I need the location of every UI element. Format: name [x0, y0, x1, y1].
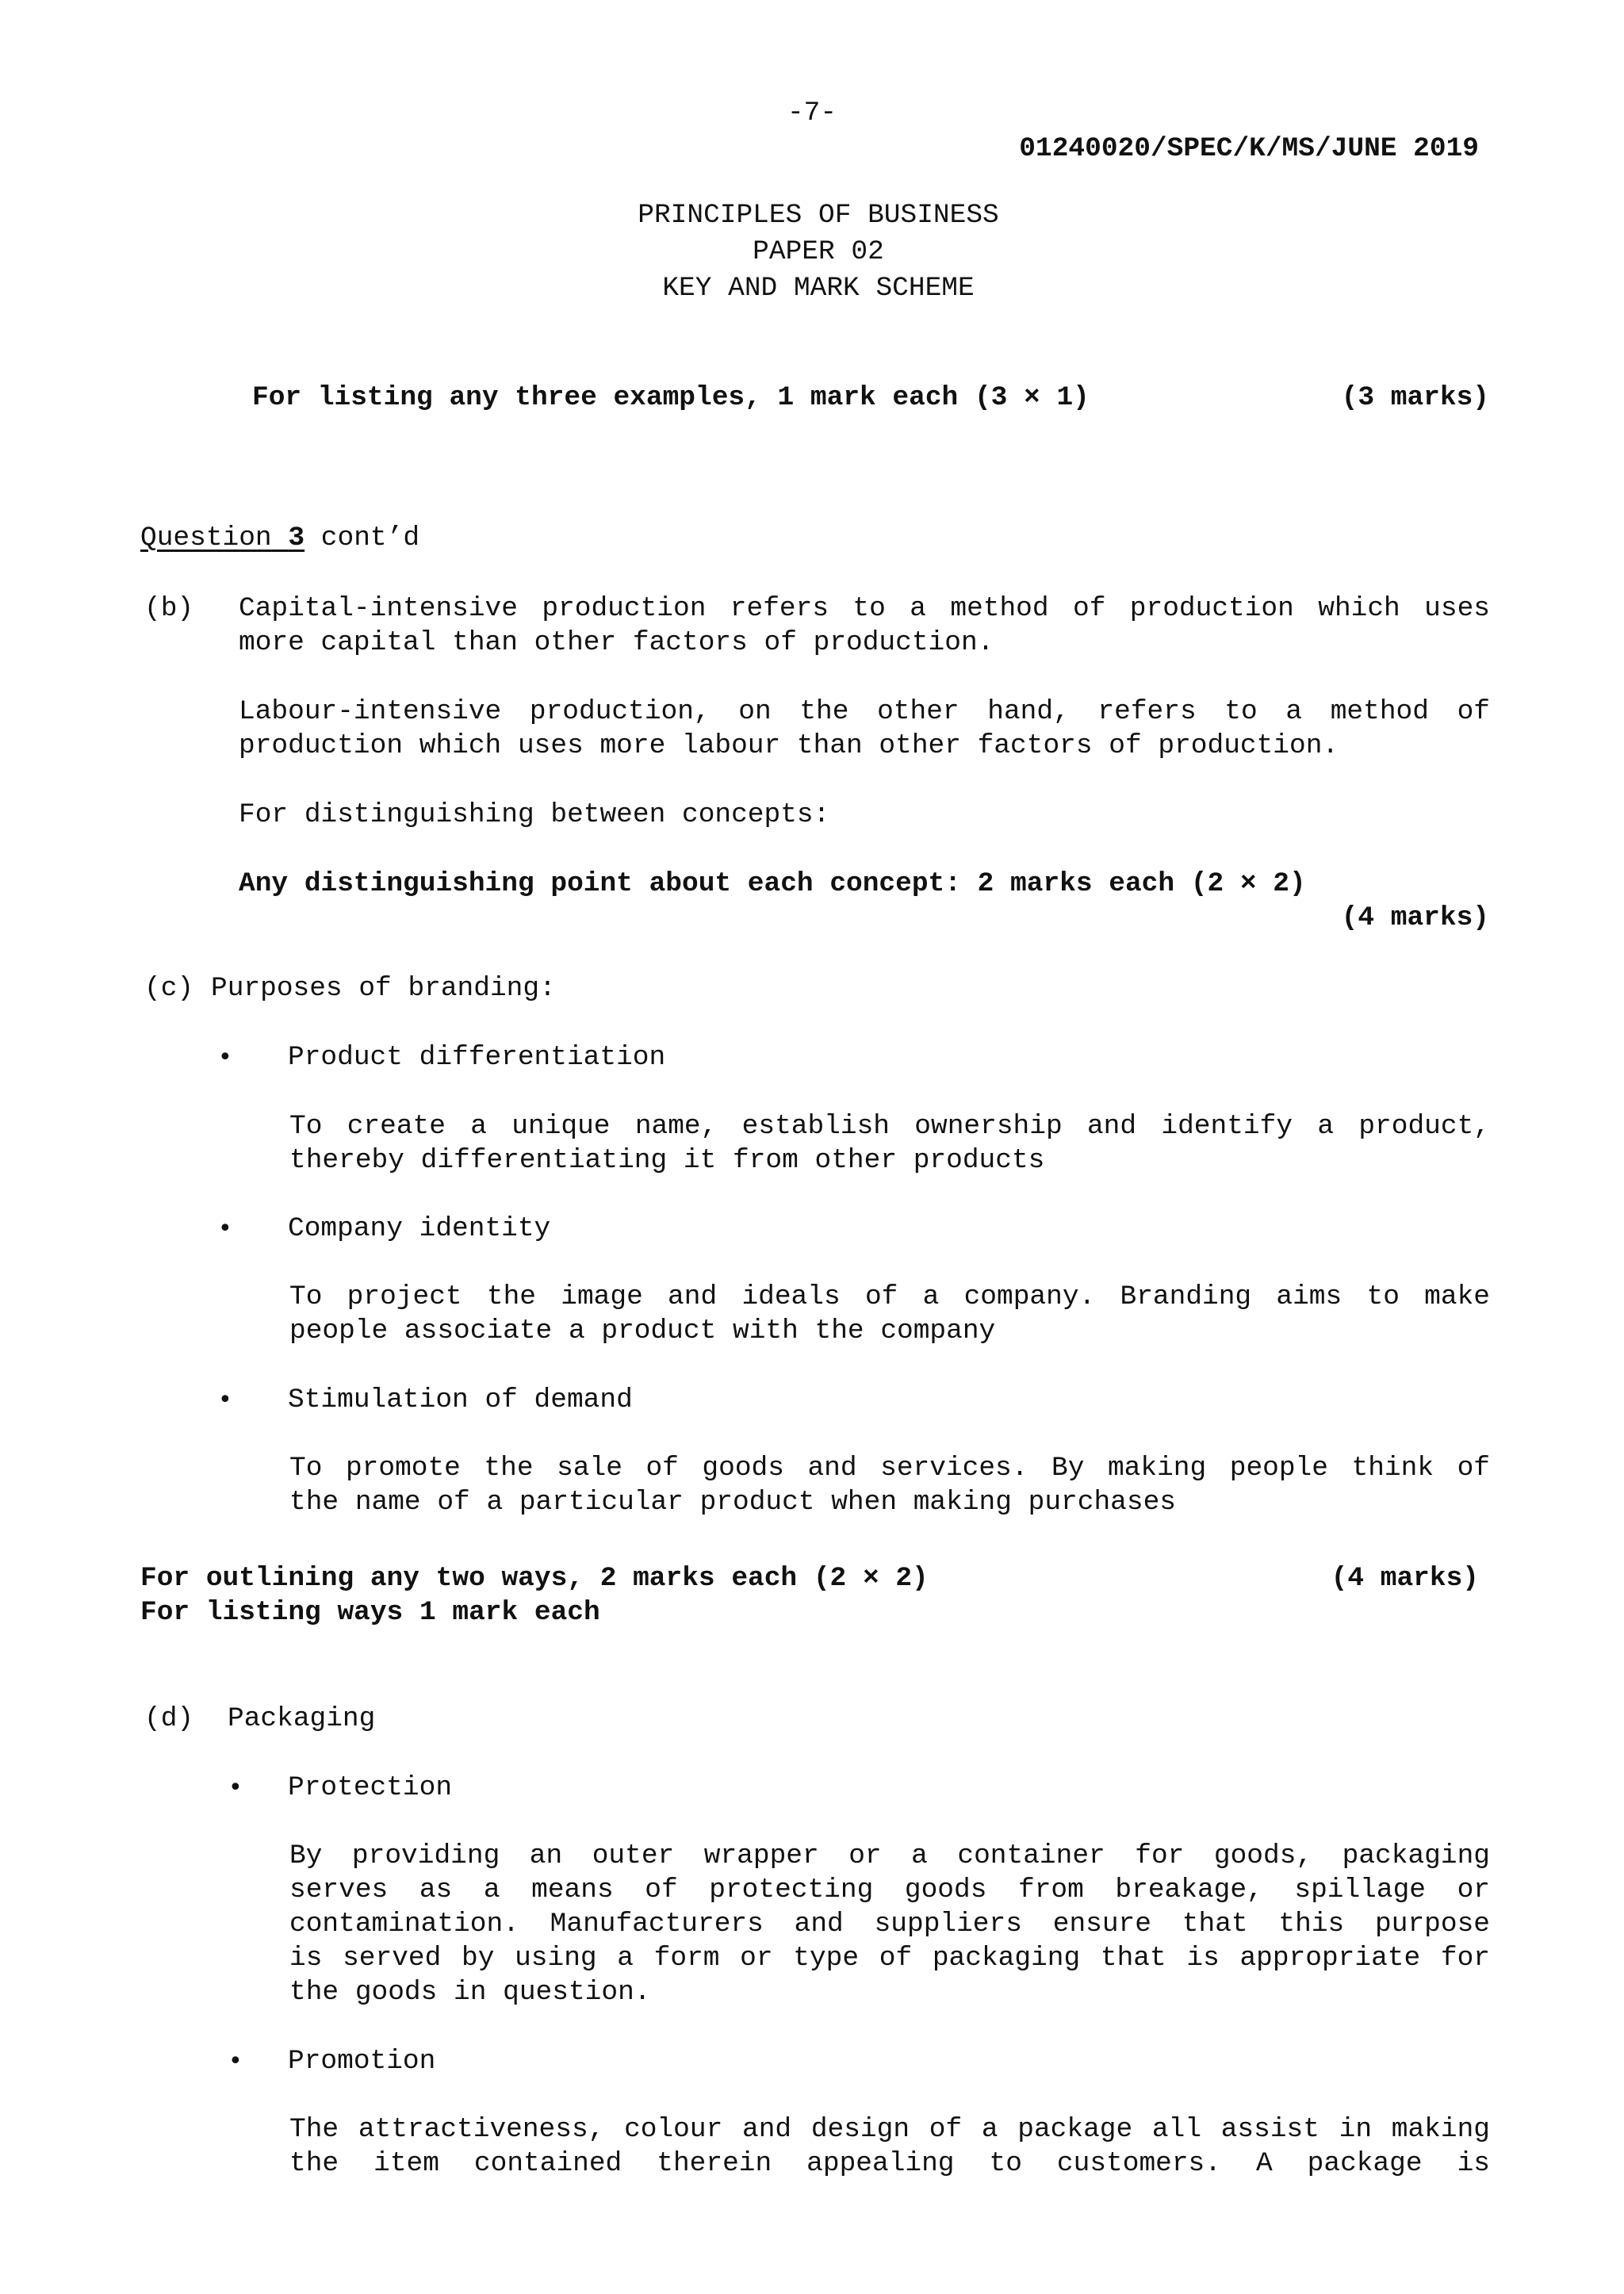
part-c-marks-line2: For listing ways 1 mark each: [140, 1597, 600, 1628]
question-label: Question 3: [140, 523, 305, 553]
part-c-item3-line1: To promote the sale of goods and services. By making people think of: [289, 1453, 1490, 1484]
part-d-item1-line3: contamination. Manufacturers and suppliers ensure that this purpose: [289, 1909, 1490, 1940]
bullet-icon: •: [218, 1044, 232, 1071]
question-suffix: cont’d: [320, 523, 420, 553]
bullet-icon: •: [218, 1386, 232, 1414]
part-b-para2-line2: production which uses more labour than other factors of production.: [239, 730, 1339, 761]
part-b-para1-line1: Capital-intensive production refers to a method of production which uses: [239, 593, 1490, 624]
part-c-item1-title: Product differentiation: [288, 1042, 666, 1073]
part-c-marks-line1: For outlining any two ways, 2 marks each (2 × 2): [140, 1563, 929, 1594]
part-b-para3: For distinguishing between concepts:: [239, 799, 830, 830]
title-line-2: PAPER 02: [753, 236, 884, 267]
part-b-marks-value: (4 marks): [1341, 902, 1489, 933]
part-c-item2-line2: people associate a product with the company: [289, 1316, 996, 1346]
part-c-intro: Purposes of branding:: [211, 973, 556, 1004]
part-d-item1-line4: is served by using a form or type of packaging that is appropriate for: [289, 1943, 1490, 1974]
part-b-label: (b): [144, 593, 194, 624]
title-line-3: KEY AND MARK SCHEME: [662, 273, 975, 304]
bullet-icon: •: [228, 1774, 243, 1802]
question-heading: [140, 521, 419, 555]
part-c-item1-line1: To create a unique name, establish ownership and identify a product,: [289, 1111, 1490, 1142]
part-b-para2-line1: Labour-intensive production, on the other hand, refers to a method of: [239, 696, 1490, 727]
part-c-item2-line1: To project the image and ideals of a company. Branding aims to make: [289, 1281, 1490, 1312]
title-line-1: PRINCIPLES OF BUSINESS: [638, 200, 999, 231]
part-c-item3-title: Stimulation of demand: [288, 1384, 633, 1415]
top-marks-text: For listing any three examples, 1 mark each (3 × 1): [252, 382, 1090, 413]
part-c-label: (c): [144, 973, 194, 1004]
part-d-item1-line2: serves as a means of protecting goods from breakage, spillage or: [289, 1875, 1490, 1905]
part-c-item1-line2: thereby differentiating it from other products: [289, 1145, 1045, 1176]
part-c-marks-value: (4 marks): [1331, 1563, 1479, 1594]
part-b-marks-text: Any distinguishing point about each concept: 2 marks each (2 × 2): [239, 868, 1306, 899]
part-d-item2-title: Promotion: [288, 2046, 436, 2077]
bullet-icon: •: [218, 1215, 232, 1243]
part-b-para1-line2: more capital than other factors of production.: [239, 627, 994, 658]
part-d-item2-line2: the item contained therein appealing to customers. A package is: [289, 2148, 1490, 2179]
part-d-item1-title: Protection: [288, 1772, 453, 1803]
part-d-item1-line1: By providing an outer wrapper or a container for goods, packaging: [289, 1840, 1490, 1871]
part-c-item2-title: Company identity: [288, 1213, 551, 1244]
document-code: 01240020/SPEC/K/MS/JUNE 2019: [1019, 133, 1479, 164]
part-d-label: (d): [144, 1703, 194, 1734]
part-c-item3-line2: the name of a particular product when making purchases: [289, 1487, 1176, 1518]
part-d-item2-line1: The attractiveness, colour and design of a package all assist in making: [289, 2114, 1490, 2145]
page-number: -7-: [787, 98, 837, 128]
part-d-intro: Packaging: [228, 1703, 376, 1734]
bullet-icon: •: [228, 2047, 243, 2075]
part-d-item1-line5: the goods in question.: [289, 1977, 651, 2008]
top-marks-value: (3 marks): [1341, 382, 1489, 413]
